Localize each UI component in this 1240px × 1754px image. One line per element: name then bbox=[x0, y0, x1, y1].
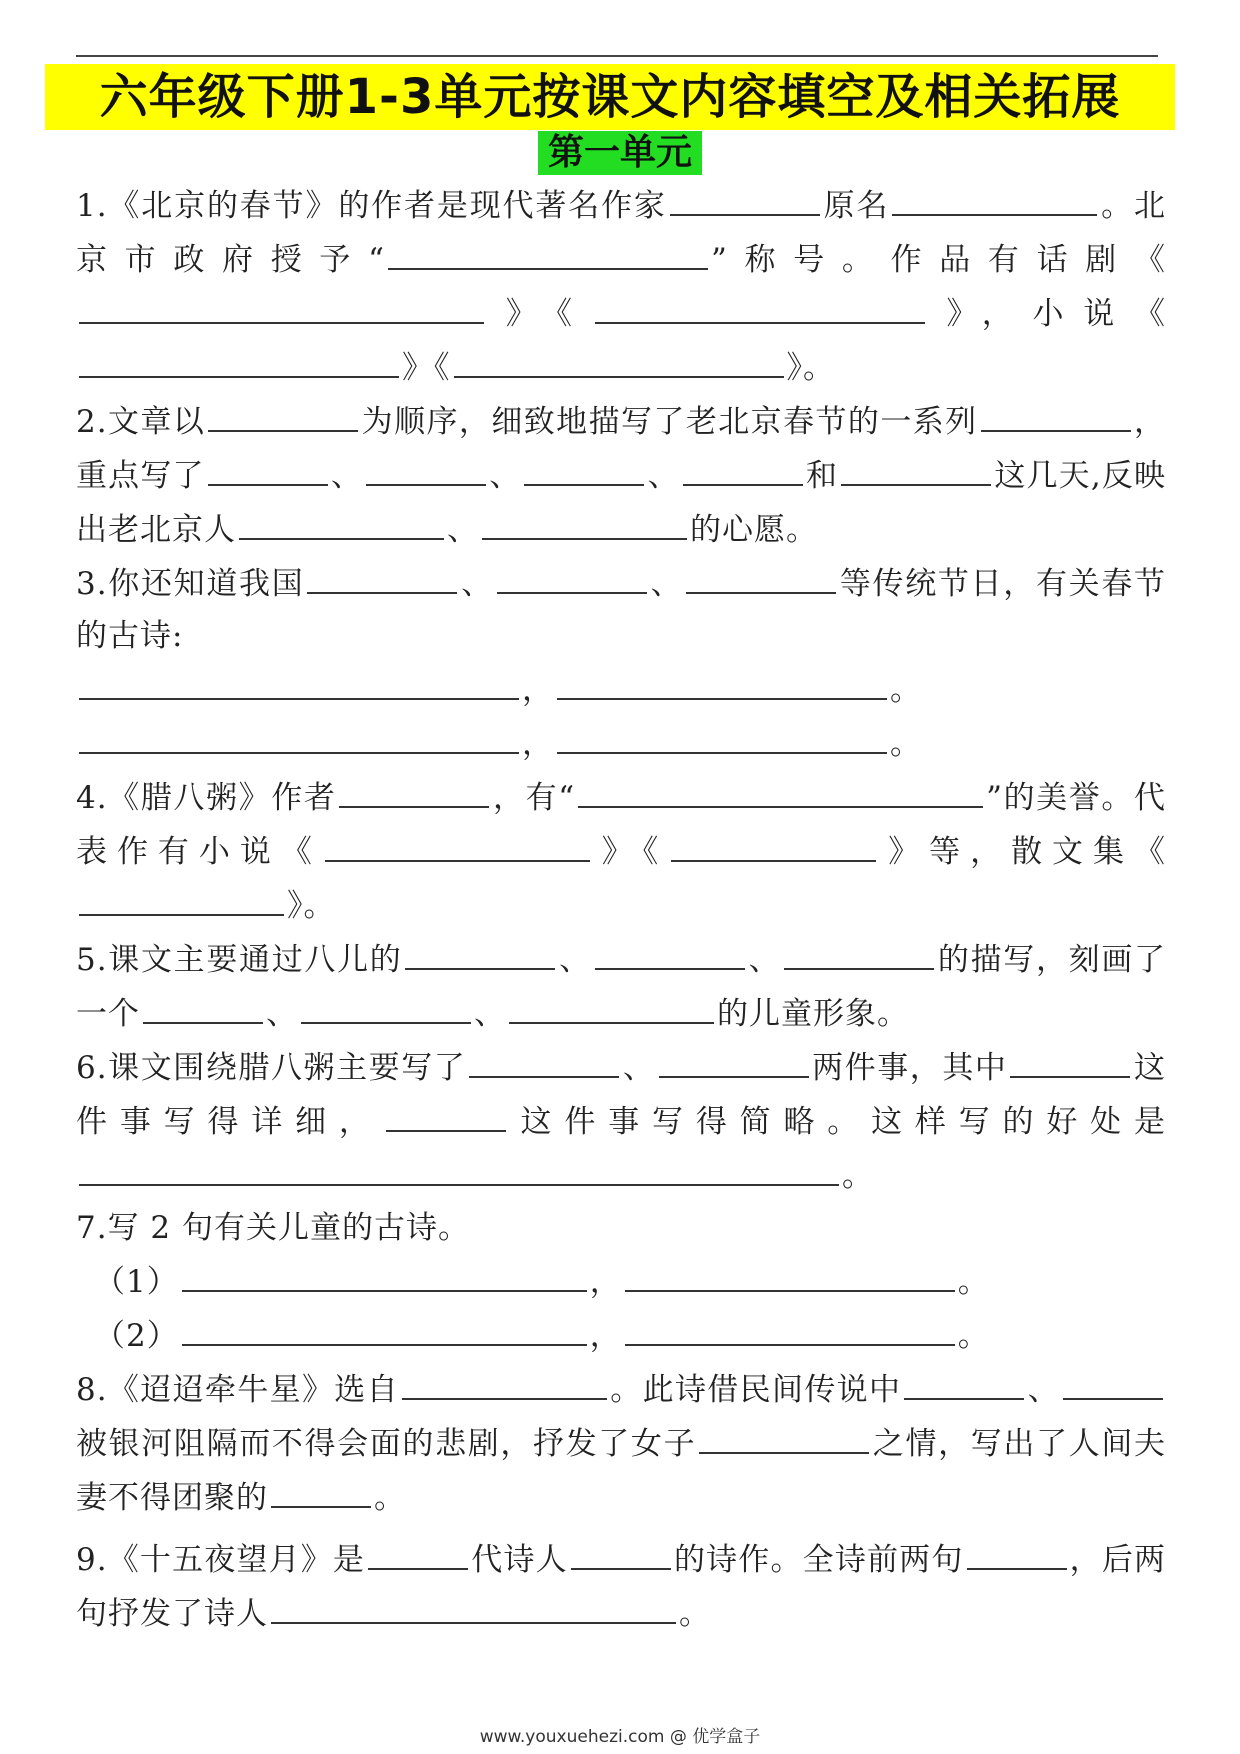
q9-blank-first-half[interactable] bbox=[967, 1532, 1067, 1570]
q4-text-f: 》。 bbox=[287, 888, 336, 924]
q8-text-b: 。此诗借民间传说中 bbox=[609, 1372, 902, 1408]
q6-blank-event-2[interactable] bbox=[659, 1040, 809, 1078]
q3-text-a: 3.你还知道我国 bbox=[76, 566, 305, 602]
q7-end: 。 bbox=[957, 1264, 990, 1300]
q9-blank-second-half[interactable] bbox=[271, 1586, 676, 1624]
q4-text-d: 》《 bbox=[592, 834, 669, 870]
q8-text-d: 之情，写出了人间夫妻不得团聚的 bbox=[76, 1426, 1167, 1516]
q9-comma: ， bbox=[1069, 1542, 1102, 1578]
q2-blank-day-4[interactable] bbox=[683, 448, 803, 486]
q7-label-1: （1） bbox=[94, 1264, 179, 1300]
q1-blank-realname[interactable] bbox=[892, 178, 1097, 216]
q8-sep: 、 bbox=[1027, 1372, 1061, 1408]
q2-blank-day-2[interactable] bbox=[366, 448, 486, 486]
q2-text-e: 的心愿。 bbox=[690, 512, 818, 548]
q5-text-a: 5.课文主要通过八儿的 bbox=[76, 942, 403, 978]
q8-end: 。 bbox=[374, 1480, 406, 1516]
q5-text-c: 的儿童形象。 bbox=[717, 996, 909, 1032]
q9-end: 。 bbox=[679, 1596, 711, 1632]
q3-blank-festival-1[interactable] bbox=[307, 556, 457, 594]
q8-blank-person-1[interactable] bbox=[904, 1362, 1024, 1400]
q3-end: 。 bbox=[890, 672, 922, 708]
q5-blank-desc-3[interactable] bbox=[784, 932, 934, 970]
q1-text-a: 1.《北京的春节》的作者是现代著名作家 bbox=[76, 188, 667, 224]
q6-blank-benefit[interactable] bbox=[79, 1148, 839, 1186]
q7-blank-poem-1a[interactable] bbox=[182, 1254, 587, 1292]
q7-end: 。 bbox=[957, 1318, 990, 1354]
q9-blank-dynasty[interactable] bbox=[368, 1532, 468, 1570]
q4-blank-novel-2[interactable] bbox=[671, 824, 876, 862]
q6-sep: 、 bbox=[622, 1050, 656, 1086]
q2-text-d: 这几天,反映出老北京人 bbox=[76, 458, 1167, 548]
q6-text-c: 这件事写得详细， bbox=[76, 1050, 1167, 1140]
unit-heading: 第一单元 bbox=[538, 131, 702, 175]
q2-sep: 、 bbox=[330, 458, 364, 494]
q7-blank-poem-1b[interactable] bbox=[625, 1254, 955, 1292]
q8-blank-source[interactable] bbox=[402, 1362, 607, 1400]
q3-blank-festival-3[interactable] bbox=[686, 556, 836, 594]
q9-text-a: 9.《十五夜望月》是 bbox=[76, 1542, 366, 1578]
q5-sep: 、 bbox=[266, 996, 298, 1032]
q2-blank-day-3[interactable] bbox=[524, 448, 644, 486]
question-7 bbox=[76, 1202, 1166, 1254]
question-4 bbox=[76, 770, 1166, 932]
q3-blank-poem-2b[interactable] bbox=[557, 716, 887, 754]
q9-text-c: 的诗作。全诗前两句 bbox=[673, 1542, 964, 1578]
q1-text-c: 。北京市政府授予“ bbox=[76, 188, 1167, 278]
q8-blank-feeling[interactable] bbox=[699, 1416, 869, 1454]
q8-blank-person-2[interactable] bbox=[1063, 1362, 1163, 1400]
q5-blank-trait-1[interactable] bbox=[143, 986, 263, 1024]
q3-blank-poem-1a[interactable] bbox=[79, 662, 519, 700]
q4-blank-novel-1[interactable] bbox=[325, 824, 590, 862]
q1-text-h: 》。 bbox=[786, 350, 835, 386]
q6-text-b: 两件事，其中 bbox=[811, 1050, 1008, 1086]
q2-text-b: 为顺序，细致地描写了老北京春节的一系列 bbox=[361, 404, 978, 440]
q1-text-f: 》，小说《 bbox=[927, 296, 1166, 332]
q7-text-a: 7.写 2 句有关儿童的古诗。 bbox=[76, 1210, 471, 1246]
q3-poem-line-1 bbox=[76, 662, 1166, 716]
q2-text-c: ，重点写了 bbox=[76, 404, 1167, 494]
q3-end: 。 bbox=[890, 726, 922, 762]
q1-blank-drama-1[interactable] bbox=[79, 286, 484, 324]
q4-text-b: ，有“ bbox=[492, 780, 576, 816]
question-9 bbox=[76, 1532, 1166, 1640]
worksheet-body bbox=[76, 178, 1166, 1640]
q9-text-b: 代诗人 bbox=[471, 1542, 568, 1578]
q6-blank-brief[interactable] bbox=[386, 1094, 506, 1132]
question-8 bbox=[76, 1362, 1166, 1524]
q6-text-d: 这件事写得简略。这样写的好处是 bbox=[508, 1104, 1167, 1140]
q1-blank-drama-2[interactable] bbox=[595, 286, 925, 324]
q2-text-a: 2.文章以 bbox=[76, 404, 206, 440]
q6-end: 。 bbox=[842, 1158, 874, 1194]
q1-blank-novel-1[interactable] bbox=[79, 340, 399, 378]
q9-text-d: 后两句抒发了诗人 bbox=[76, 1542, 1167, 1632]
q2-blank-order[interactable] bbox=[208, 394, 358, 432]
q3-comma: ， bbox=[522, 726, 554, 762]
question-3 bbox=[76, 556, 1166, 662]
q1-text-g: 》《 bbox=[402, 350, 451, 386]
q5-sep: 、 bbox=[474, 996, 506, 1032]
question-5 bbox=[76, 932, 1166, 1040]
q4-text-a: 4.《腊八粥》作者 bbox=[76, 780, 337, 816]
q1-blank-honor[interactable] bbox=[388, 232, 708, 270]
q8-text-a: 8.《迢迢牵牛星》选自 bbox=[76, 1372, 399, 1408]
q5-sep: 、 bbox=[747, 942, 782, 978]
q3-text-b: 等传统节日，有关春节的古诗: bbox=[76, 566, 1167, 654]
q2-blank-wish-1[interactable] bbox=[239, 502, 444, 540]
q4-blank-honor[interactable] bbox=[578, 770, 983, 808]
q1-blank-novel-2[interactable] bbox=[454, 340, 784, 378]
q2-blank-customs[interactable] bbox=[981, 394, 1131, 432]
q2-blank-wish-2[interactable] bbox=[482, 502, 687, 540]
q1-blank-author[interactable] bbox=[670, 178, 820, 216]
q2-sep: 、 bbox=[489, 458, 522, 494]
q7-poem-line-2 bbox=[76, 1308, 1166, 1362]
q3-poem-line-2 bbox=[76, 716, 1166, 770]
q3-sep: 、 bbox=[649, 566, 684, 602]
q7-poem-line-1 bbox=[76, 1254, 1166, 1308]
q9-blank-poet[interactable] bbox=[571, 1532, 671, 1570]
q1-text-b: 原名 bbox=[822, 188, 890, 224]
q5-blank-trait-2[interactable] bbox=[301, 986, 471, 1024]
q1-text-d: ”称号。作品有话剧《 bbox=[710, 242, 1166, 278]
q3-comma: ， bbox=[522, 672, 554, 708]
q3-blank-poem-1b[interactable] bbox=[557, 662, 887, 700]
q1-text-e: 》《 bbox=[487, 296, 592, 332]
q2-blank-day-1[interactable] bbox=[208, 448, 328, 486]
q4-text-e: 》等，散文集《 bbox=[879, 834, 1166, 870]
q7-blank-poem-2a[interactable] bbox=[182, 1308, 587, 1346]
q4-blank-author[interactable] bbox=[339, 770, 489, 808]
page-title: 六年级下册1-3单元按课文内容填空及相关拓展 bbox=[45, 64, 1175, 130]
q3-sep: 、 bbox=[460, 566, 494, 602]
q7-comma: ， bbox=[589, 1264, 622, 1300]
question-1 bbox=[76, 178, 1166, 394]
q5-blank-desc-1[interactable] bbox=[405, 932, 555, 970]
question-2 bbox=[76, 394, 1166, 556]
q4-blank-essays[interactable] bbox=[79, 878, 284, 916]
q5-sep: 、 bbox=[558, 942, 592, 978]
q2-sep: 、 bbox=[447, 512, 479, 548]
q2-sep: 、 bbox=[647, 458, 680, 494]
q5-text-b: 的描写，刻画了一个 bbox=[76, 942, 1167, 1032]
q5-blank-desc-2[interactable] bbox=[595, 932, 745, 970]
q6-blank-detailed[interactable] bbox=[1010, 1040, 1130, 1078]
q8-text-c: 被银河阻隔而不得会面的悲剧，抒发了女子 bbox=[76, 1426, 697, 1462]
q6-text-a: 6.课文围绕腊八粥主要写了 bbox=[76, 1050, 467, 1086]
q3-blank-poem-2a[interactable] bbox=[79, 716, 519, 754]
q6-blank-event-1[interactable] bbox=[469, 1040, 619, 1078]
q7-blank-poem-2b[interactable] bbox=[625, 1308, 955, 1346]
question-6 bbox=[76, 1040, 1166, 1202]
q2-blank-day-5[interactable] bbox=[841, 448, 991, 486]
q3-blank-festival-2[interactable] bbox=[497, 556, 647, 594]
top-rule bbox=[76, 55, 1158, 57]
q8-blank-emotion[interactable] bbox=[271, 1470, 371, 1508]
q7-comma: ， bbox=[589, 1318, 622, 1354]
q5-blank-trait-3[interactable] bbox=[509, 986, 714, 1024]
q2-and: 和 bbox=[805, 458, 839, 494]
q7-label-2: （2） bbox=[94, 1318, 179, 1354]
footer-watermark: www.youxuehezi.com @ 优学盒子 bbox=[479, 1727, 761, 1747]
q4-text-c: ”的美誉。代表作有小说《 bbox=[76, 780, 1166, 870]
